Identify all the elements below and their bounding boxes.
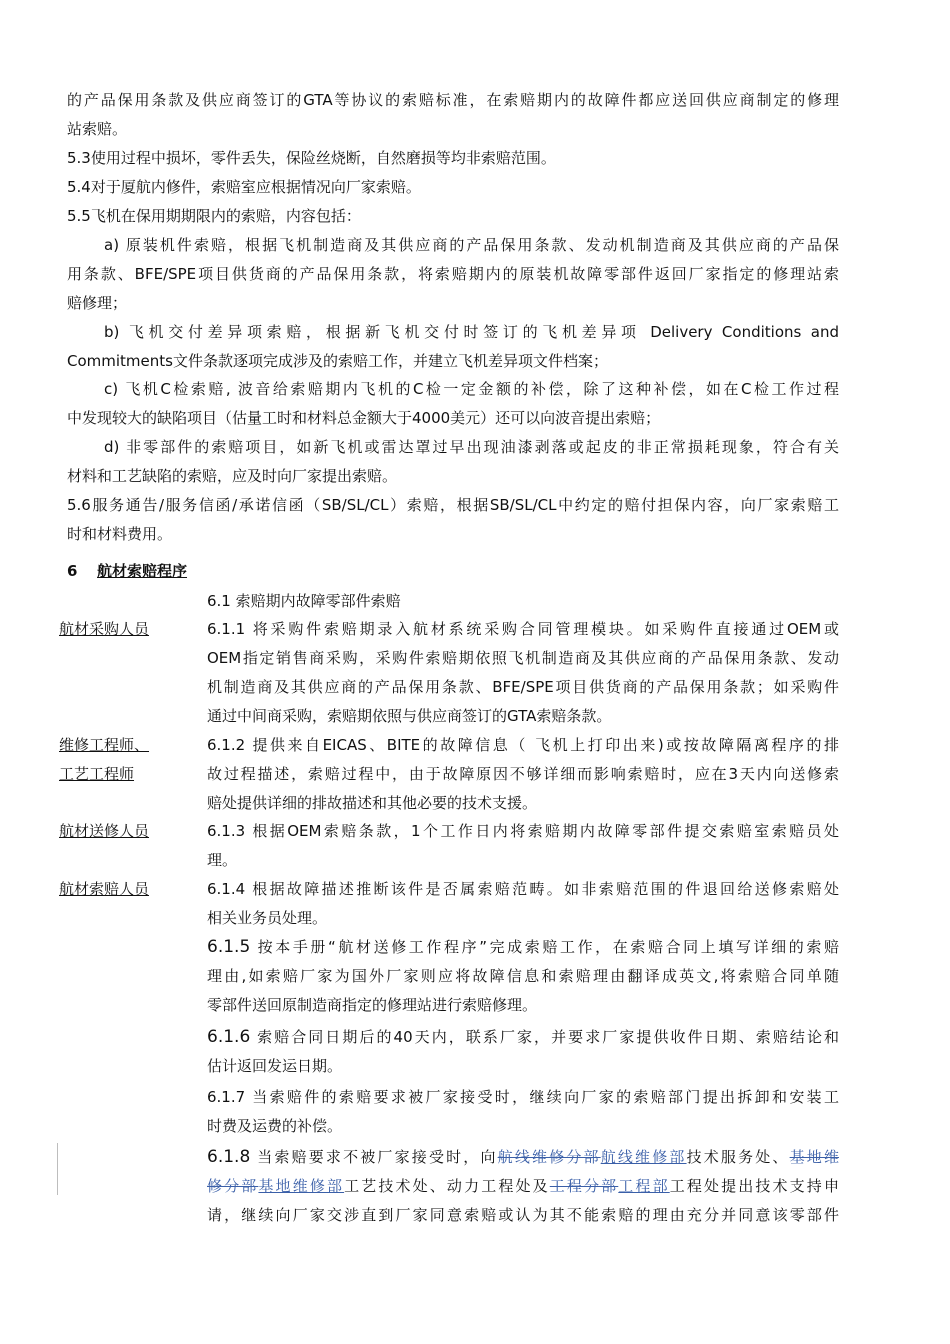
paragraph-line: 站索赔。 — [67, 120, 128, 138]
clause-6-1-5: 理由,如索赔厂家为国外厂家则应将故障信息和索赔理由翻译成英文,将索赔合同单随 — [207, 967, 839, 985]
clause-5-6: 时和材料费用。 — [67, 525, 173, 543]
item-b-line: b) 飞机交付差异项索赔，根据新飞机交付时签订的飞机差异项 Delivery Conditions and — [104, 323, 839, 341]
clause-6-1-1: OEM指定销售商采购，采购件索赔期依照飞机制造商及其供应商的产品保用条款、发动 — [207, 649, 839, 667]
item-d-line: 材料和工艺缺陷的索赔，应及时向厂家提出索赔。 — [67, 467, 398, 485]
clause-6-1-2: 6.1.2 提供来自EICAS、BITE的故障信息（ 飞机上打印出来)或按故障隔离程序的排 — [207, 736, 839, 754]
clause-6-1-3: 6.1.3 根据OEM索赔条款，1个工作日内将索赔期内故障零部件提交索赔室索赔员处 — [207, 822, 839, 840]
clause-5-6: 5.6服务通告/服务信函/承诺信函（SB/SL/CL）索赔，根据SB/SL/CL中约定的赔付担保内容，向厂家索赔工 — [67, 496, 839, 514]
item-c-line: c) 飞机C检索赔, 波音给索赔期内飞机的C检一定金额的补偿，除了这种补偿，如在C检工作过程 — [104, 380, 839, 398]
clause-6-1-1: 机制造商及其供应商的产品保用条款、BFE/SPE项目供货商的产品保用条款；如采购件 — [207, 678, 839, 696]
clause-6-1-8: 请，继续向厂家交涉直到厂家同意索赔或认为其不能索赔的理由充分并同意该零部件 — [207, 1206, 839, 1224]
clause-6-1-7: 6.1.7 当索赔件的索赔要求被厂家接受时，继续向厂家的索赔部门提出拆卸和安装工 — [207, 1088, 839, 1106]
role-purchasing: 航材采购人员 — [59, 620, 150, 638]
deleted-text: 航线维修分部 — [497, 1148, 601, 1166]
clause-5-3: 5.3使用过程中损坏，零件丢失，保险丝烧断，自然磨损等均非索赔范围。 — [67, 149, 556, 167]
role-engineer: 工艺工程师 — [59, 765, 135, 783]
inserted-text: 工程部 — [618, 1177, 670, 1195]
clause-6-1-1: 6.1.1 将采购件索赔期录入航材系统采购合同管理模块。如采购件直接通过OEM或 — [207, 620, 839, 638]
clause-6-1-5: 零部件送回原制造商指定的修理站进行索赔修理。 — [207, 996, 538, 1014]
clause-6-1-4: 相关业务员处理。 — [207, 909, 328, 927]
clause-6-1-8: 修分部基地维修部工艺技术处、动力工程处及工程分部工程部工程处提出技术支持申 — [207, 1177, 839, 1195]
item-a-line: a) 原装机件索赔，根据飞机制造商及其供应商的产品保用条款、发动机制造商及其供应商的产品保 — [104, 236, 839, 254]
clause-5-4: 5.4对于厦航内修件，索赔室应根据情况向厂家索赔。 — [67, 178, 421, 196]
role-claims: 航材索赔人员 — [59, 880, 150, 898]
clause-6-1-1: 通过中间商采购，索赔期依照与供应商签订的GTA索赔条款。 — [207, 707, 612, 725]
item-a-line: 用条款、BFE/SPE项目供货商的产品保用条款，将索赔期内的原装机故障零部件返回厂家指定的修理站索 — [67, 265, 839, 283]
inserted-text: 航线维修部 — [600, 1148, 687, 1166]
role-engineer: 维修工程师、 — [59, 736, 150, 754]
section-title: 航材索赔程序 — [97, 562, 188, 580]
clause-number: 6.1.6 — [207, 1027, 251, 1047]
item-c-line: 中发现较大的缺陷项目（估量工时和材料总金额大于4000美元）还可以向波音提出索赔； — [67, 409, 661, 427]
change-bar — [57, 1143, 58, 1195]
deleted-text: 基地维 — [789, 1148, 839, 1166]
deleted-text: 修分部 — [207, 1177, 259, 1195]
clause-6-1-6: 估计返回发运日期。 — [207, 1057, 343, 1075]
clause-number: 6.1.5 — [207, 937, 251, 957]
section-number: 6 — [67, 562, 78, 580]
clause-6-1-8: 6.1.8 当索赔要求不被厂家接受时，向航线维修分部航线维修部技术服务处、基地维 — [207, 1147, 839, 1167]
item-b-line: Commitments文件条款逐项完成涉及的索赔工作，并建立飞机差异项文件档案； — [67, 352, 608, 370]
paragraph-line: 的产品保用条款及供应商签订的GTA等协议的索赔标准，在索赔期内的故障件都应送回供应商制定的修理 — [67, 91, 839, 109]
inserted-text: 基地维修部 — [258, 1177, 345, 1195]
item-d-line: d) 非零部件的索赔项目，如新飞机或雷达罩过早出现油漆剥落或起皮的非正常损耗现象，符合有关 — [104, 438, 839, 456]
clause-6-1-3: 理。 — [207, 851, 238, 869]
clause-6-1-4: 6.1.4 根据故障描述推断该件是否属索赔范畴。如非索赔范围的件退回给送修索赔处 — [207, 880, 839, 898]
clause-6-1-2: 故过程描述，索赔过程中，由于故障原因不够详细而影响索赔时，应在3天内向送修索 — [207, 765, 839, 783]
clause-number: 6.1.8 — [207, 1147, 251, 1167]
item-a-line: 赔修理； — [67, 294, 128, 312]
clause-5-5: 5.5飞机在保用期期限内的索赔，内容包括： — [67, 207, 361, 225]
subsection-6-1: 6.1 索赔期内故障零部件索赔 — [207, 592, 401, 610]
section-6-heading — [67, 557, 187, 586]
deleted-text: 工程分部 — [549, 1177, 619, 1195]
clause-6-1-7: 时费及运费的补偿。 — [207, 1117, 343, 1135]
clause-6-1-5: 6.1.5 按本手册“航材送修工作程序”完成索赔工作，在索赔合同上填写详细的索赔 — [207, 937, 839, 957]
clause-6-1-6: 6.1.6 索赔合同日期后的40天内，联系厂家，并要求厂家提供收件日期、索赔结论和 — [207, 1027, 839, 1047]
clause-6-1-2: 赔处提供详细的排故描述和其他必要的技术支援。 — [207, 794, 538, 812]
role-repair-sender: 航材送修人员 — [59, 822, 150, 840]
